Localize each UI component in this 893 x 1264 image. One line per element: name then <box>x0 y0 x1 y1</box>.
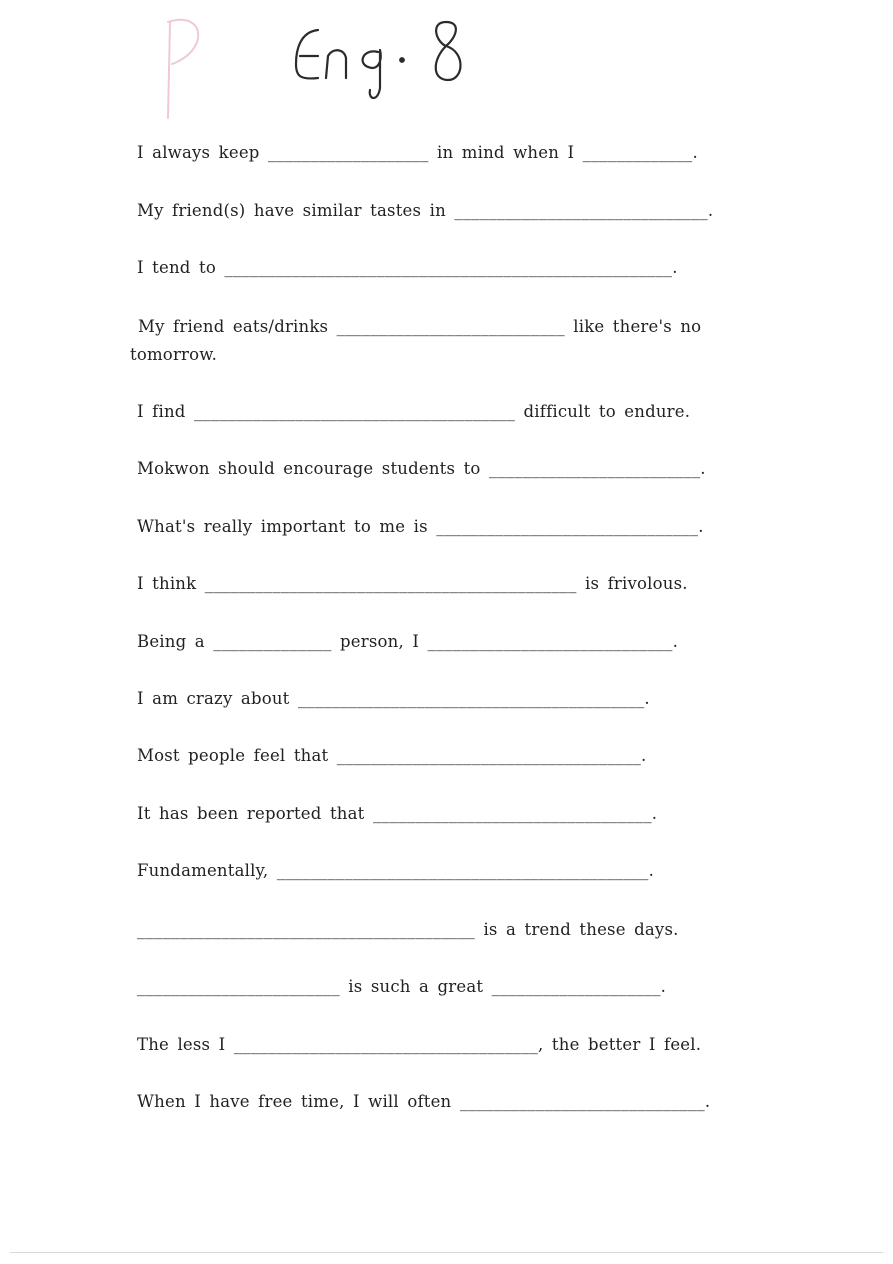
sentence-text: I tend to _____________________________________________________. <box>137 258 678 277</box>
sentence-16 <box>137 1035 767 1055</box>
sentence-text: Fundamentally, ____________________________________________. <box>137 861 655 880</box>
sentence-text: The less I ____________________________________, the better I feel. <box>137 1035 702 1054</box>
sentence-8 <box>137 574 767 594</box>
sentence-text: I am crazy about _________________________________________. <box>137 689 650 708</box>
sentence-5 <box>137 402 767 422</box>
sentence-15 <box>137 977 767 997</box>
sentence-17 <box>137 1092 767 1112</box>
sentence-text: ________________________ is such a great ____________________. <box>137 977 667 996</box>
sentence-7 <box>137 517 767 537</box>
sentence-text: Being a ______________ person, I _____________________________. <box>137 632 679 651</box>
sentence-14 <box>137 920 767 940</box>
sentence-4 <box>130 313 770 369</box>
sentence-10 <box>137 689 767 709</box>
sentence-text: I find ______________________________________ difficult to endure. <box>137 402 691 421</box>
sentence-2 <box>137 201 767 221</box>
sentence-text: I think ____________________________________________ is frivolous. <box>137 574 688 593</box>
sentence-text: Mokwon should encourage students to _________________________. <box>137 459 706 478</box>
sentence-text: It has been reported that _________________________________. <box>137 804 658 823</box>
sentence-1 <box>137 143 767 163</box>
sentence-text: I always keep ___________________ in mind when I _____________. <box>137 143 698 162</box>
sentence-6 <box>137 459 767 479</box>
sentence-11 <box>137 746 767 766</box>
sentence-9 <box>137 632 767 652</box>
sentence-12 <box>137 804 767 824</box>
sentence-3 <box>137 258 767 278</box>
sentence-text: When I have free time, I will often _____________________________. <box>137 1092 711 1111</box>
sentence-text: Most people feel that ____________________________________. <box>137 746 647 765</box>
sentence-text: My friend(s) have similar tastes in ______________________________. <box>137 201 714 220</box>
page-bottom-edge <box>10 1252 883 1253</box>
sentence-13 <box>137 861 767 881</box>
sentence-text: ________________________________________ is a trend these days. <box>137 920 679 939</box>
sentence-text: My friend eats/drinks ___________________________ like there's no tomorrow. <box>130 317 702 364</box>
sentence-text: What's really important to me is _______________________________. <box>137 517 704 536</box>
